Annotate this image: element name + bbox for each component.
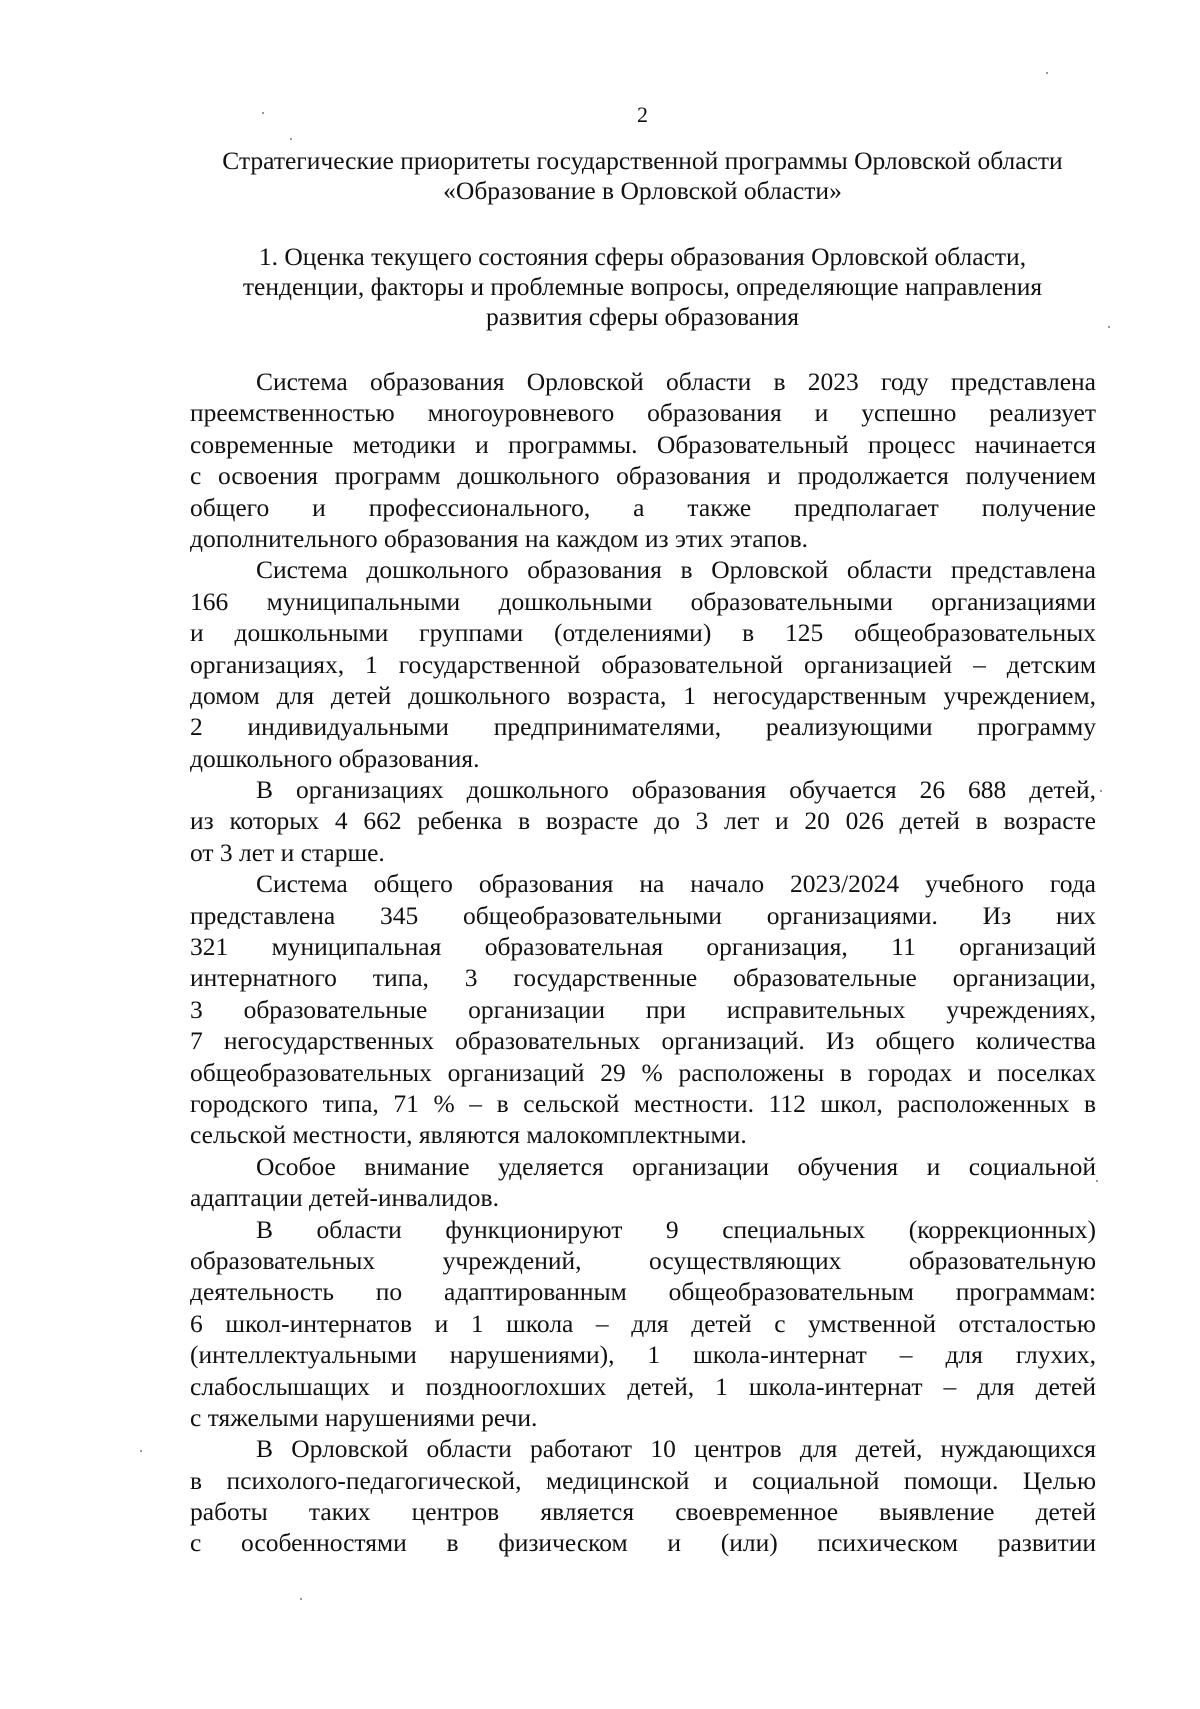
paragraph-line: работы таких центров является своевременное выявление детей (190, 1497, 1096, 1527)
body-text (190, 366, 1096, 1559)
paragraph-line: домом для детей дошкольного возраста, 1 негосударственным учреждением, (190, 680, 1096, 710)
paragraph-line: из которых 4 662 ребенка в возрасте до 3 лет и 20 026 детей в возрасте (190, 806, 1096, 836)
paragraph-line: 2 индивидуальными предпринимателями, реализующими программу (190, 712, 1096, 742)
title-line: «Образование в Орловской области» (443, 176, 842, 205)
paragraph-line: 166 муниципальными дошкольными образовательными организациями (190, 586, 1096, 616)
scan-speck (1096, 1180, 1098, 1182)
paragraph-line: интернатного типа, 3 государственные образовательные организации, (190, 963, 1096, 993)
scan-speck (290, 138, 292, 140)
title-line: Стратегические приоритеты государственной программы Орловской области (222, 146, 1063, 175)
paragraph-line: с тяжелыми нарушениями речи. (190, 1402, 538, 1432)
paragraph-line: преемственностью многоуровневого образования и успешно реализует (190, 398, 1096, 428)
paragraph (190, 868, 1096, 1151)
scan-speck (300, 1598, 302, 1600)
scan-speck (1108, 326, 1110, 328)
paragraph (190, 774, 1096, 868)
paragraph-line: В области функционируют 9 специальных (коррекционных) (256, 1214, 1096, 1244)
paragraph (190, 1151, 1096, 1214)
paragraph-line: деятельность по адаптированным общеобразовательным программам: (190, 1277, 1096, 1307)
section-heading-line: развития сферы образования (486, 302, 799, 331)
scan-speck (1100, 790, 1102, 792)
paragraph-line: общего и профессионального, а также предполагает получение (190, 492, 1096, 522)
paragraph (190, 1214, 1096, 1434)
paragraph-line: представлена 345 общеобразовательными организациями. Из них (190, 900, 1096, 930)
paragraph-line: и дошкольными группами (отделениями) в 125 общеобразовательных (190, 618, 1096, 648)
scan-speck (1046, 72, 1048, 74)
paragraph-line: (интеллектуальными нарушениями), 1 школа-интернат – для глухих, (190, 1340, 1096, 1370)
paragraph-line: городского типа, 71 % – в сельской местности. 112 школ, расположенных в (190, 1088, 1096, 1118)
page-number: 2 (637, 102, 648, 127)
section-heading-line: тенденции, факторы и проблемные вопросы, определяющие направления (242, 272, 1043, 301)
scan-speck (140, 1450, 142, 1452)
paragraph-line: 321 муниципальная образовательная организация, 11 организаций (190, 932, 1096, 962)
paragraph (190, 1433, 1096, 1559)
document-title (150, 146, 1135, 206)
paragraph-line: 3 образовательные организации при исправительных учреждениях, (190, 994, 1096, 1024)
paragraph-line: 6 школ-интернатов и 1 школа – для детей с умственной отсталостью (190, 1308, 1096, 1338)
paragraph-line: Особое внимание уделяется организации обучения и социальной (256, 1151, 1096, 1181)
paragraph-line: адаптации детей-инвалидов. (190, 1183, 499, 1213)
paragraph (190, 366, 1096, 554)
paragraph-line: Система образования Орловской области в 2023 году представлена (256, 367, 1096, 396)
paragraph-line: В организациях дошкольного образования обучается 26 688 детей, (256, 775, 1096, 805)
paragraph-line: Система общего образования на начало 2023/2024 учебного года (256, 869, 1096, 899)
paragraph-line: сельской местности, являются малокомплектными. (190, 1120, 747, 1150)
paragraph-line: в психолого-педагогической, медицинской и социальной помощи. Целью (190, 1465, 1096, 1495)
paragraph (190, 554, 1096, 774)
paragraph-line: Система дошкольного образования в Орловской области представлена (256, 555, 1096, 585)
section-heading (150, 242, 1135, 332)
paragraph-line: дошкольного образования. (190, 743, 480, 773)
paragraph-line: 7 негосударственных образовательных организаций. Из общего количества (190, 1026, 1096, 1056)
paragraph-line: с особенностями в физическом и (или) психическом развитии (190, 1528, 1096, 1558)
paragraph-line: от 3 лет и старше. (190, 837, 385, 867)
paragraph-line: В Орловской области работают 10 центров для детей, нуждающихся (256, 1434, 1096, 1464)
paragraph-line: слабослышащих и позднооглохших детей, 1 школа-интернат – для детей (190, 1371, 1096, 1401)
paragraph-line: с освоения программ дошкольного образования и продолжается получением (190, 461, 1096, 491)
section-heading-line: 1. Оценка текущего состояния сферы образования Орловской области, (258, 242, 1027, 271)
paragraph-line: общеобразовательных организаций 29 % расположены в городах и поселках (190, 1057, 1096, 1087)
paragraph-line: дополнительного образования на каждом из этих этапов. (190, 523, 809, 553)
paragraph-line: современные методики и программы. Образовательный процесс начинается (190, 429, 1096, 459)
paragraph-line: образовательных учреждений, осуществляющих образовательную (190, 1245, 1096, 1275)
scan-speck (262, 112, 264, 114)
paragraph-line: организациях, 1 государственной образовательной организацией – детским (190, 649, 1096, 679)
